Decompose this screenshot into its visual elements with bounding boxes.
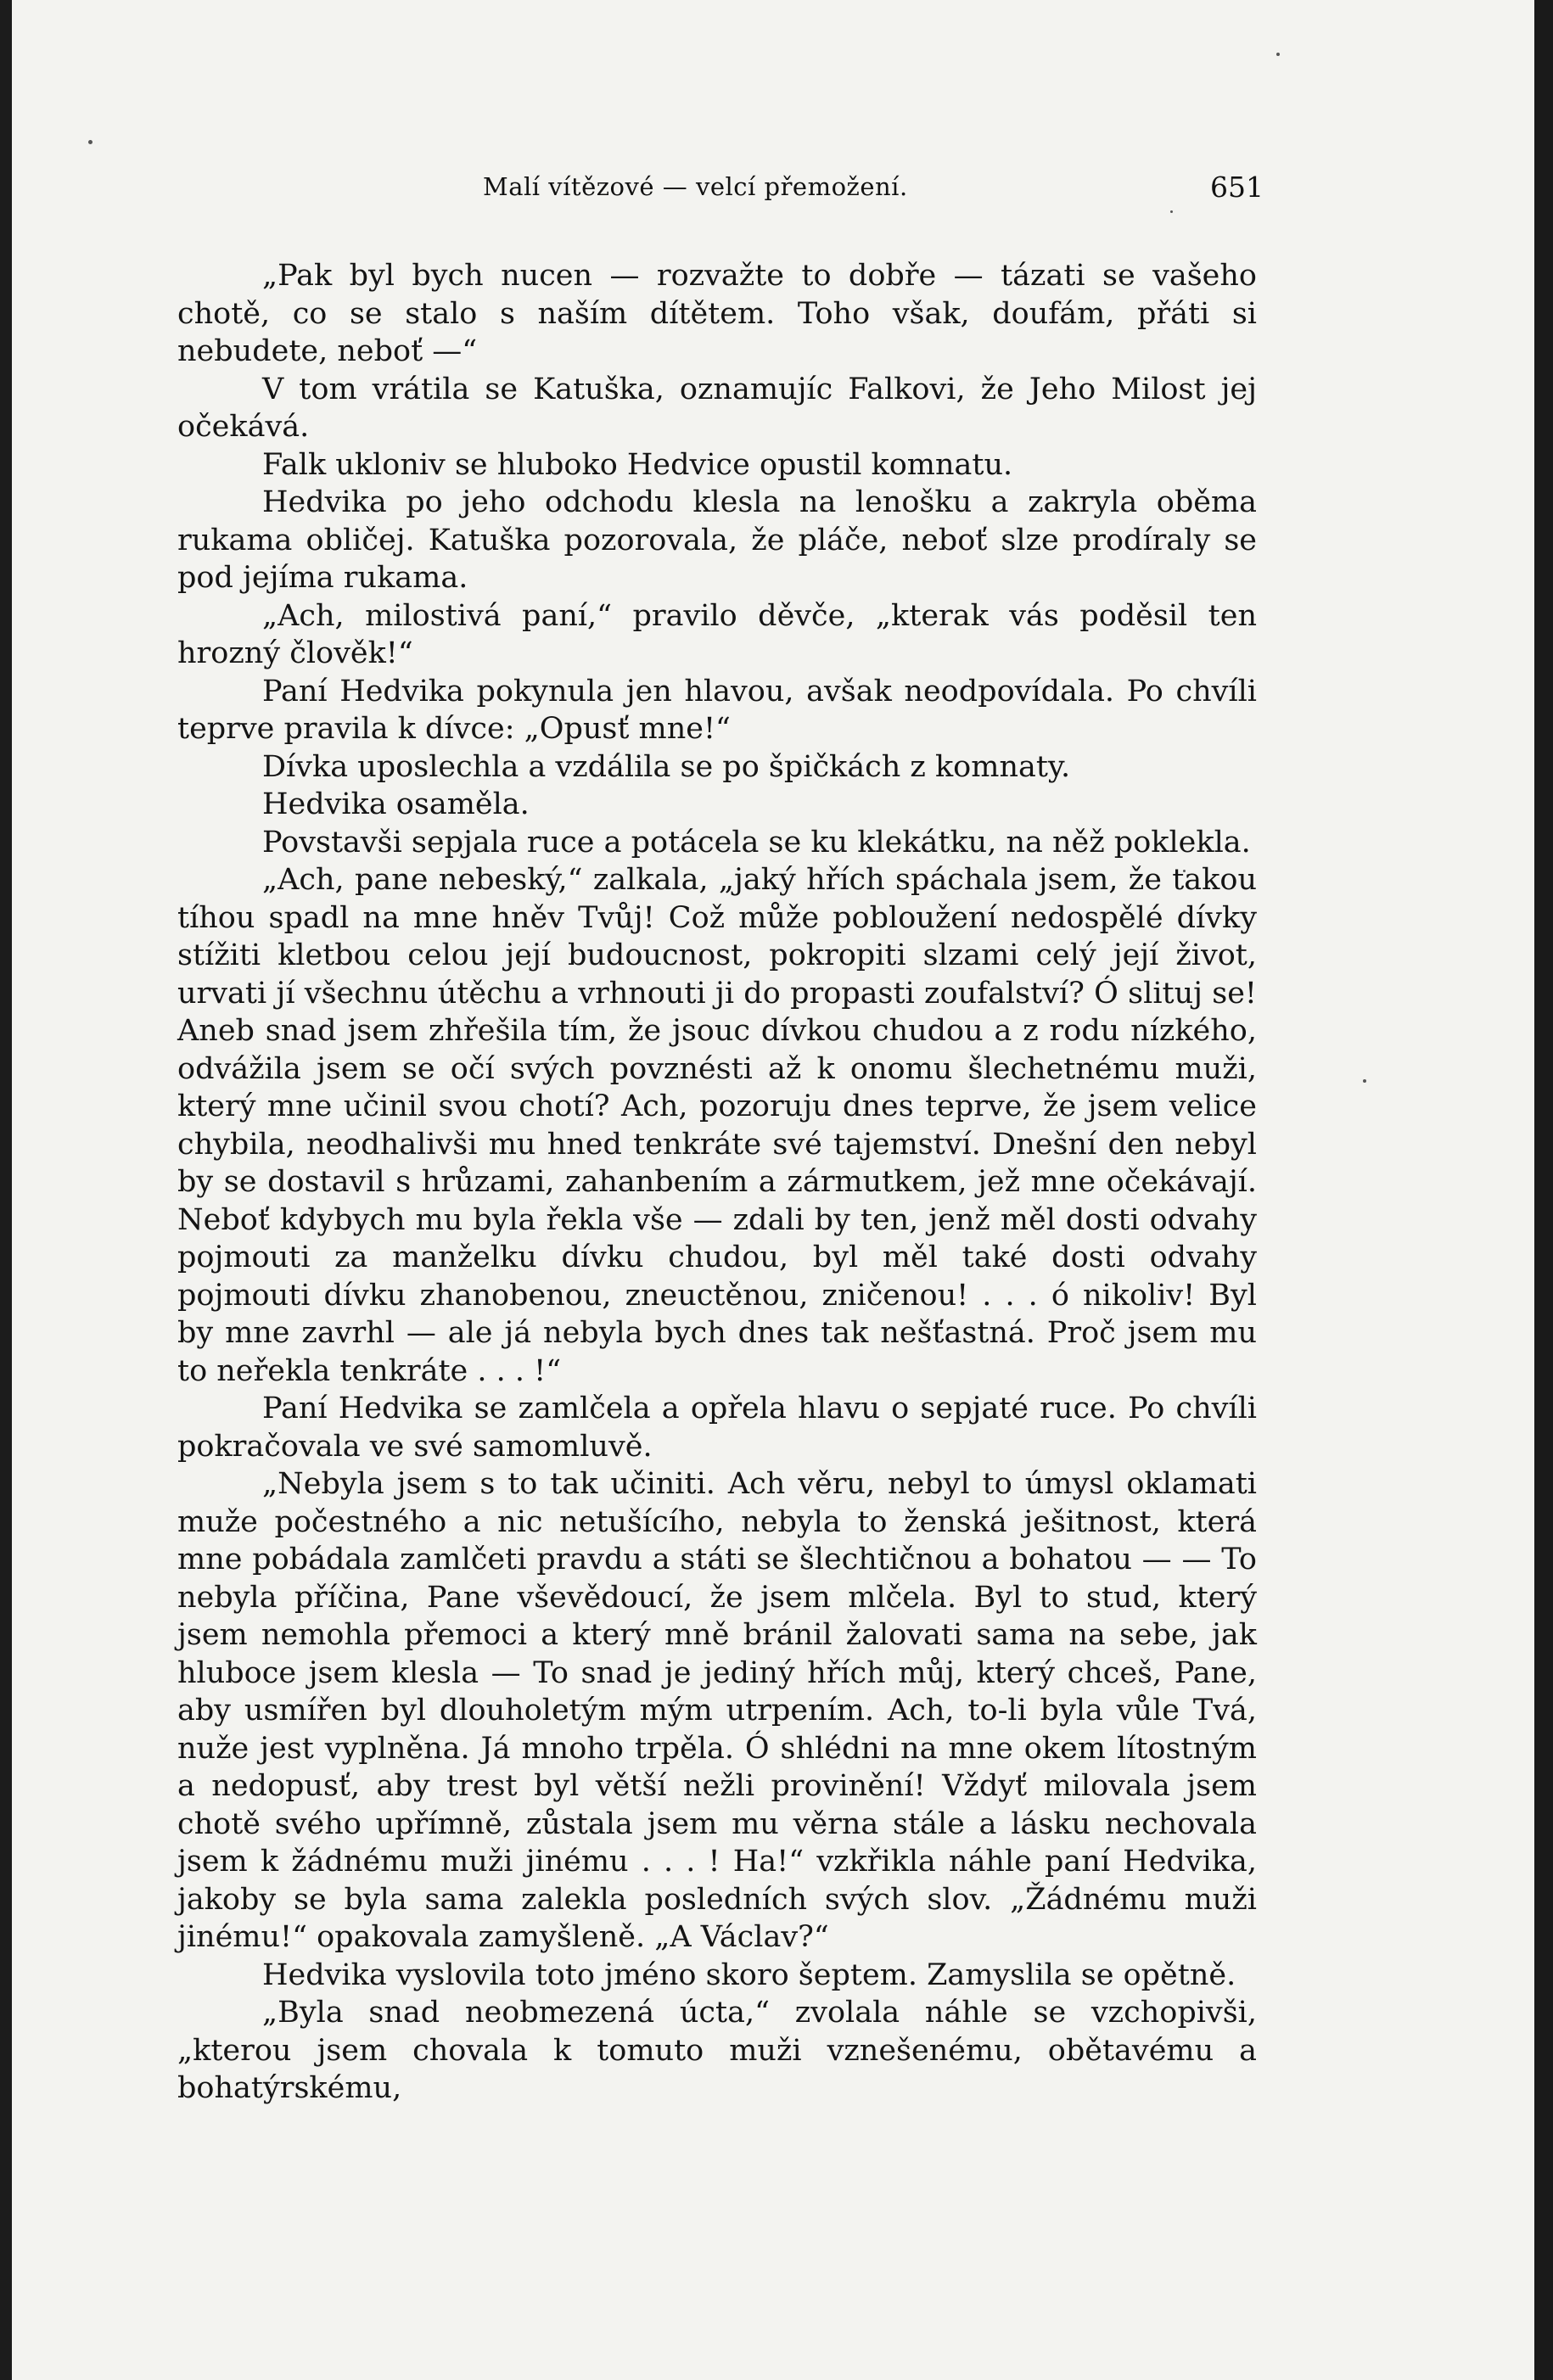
paragraph: „Pak byl bych nucen — rozvažte to dobře — tázati se vašeho chotě, co se stalo s naším dítětem. Toho však, doufám, přáti si nebudete, neboť —“: [177, 259, 1257, 368]
scan-speck: [1170, 210, 1173, 213]
paragraph: „Ach, milostivá paní,“ pravilo děvče, „kterak vás poděsil ten hrozný člověk!“: [177, 598, 1257, 670]
paragraph: Povstavši sepjala ruce a potácela se ku klekátku, na něž poklekla.: [262, 825, 1251, 860]
paragraph: „Ach, pane nebeský,“ zalkala, „jaký hřích spáchala jsem, že takou tíhou spadl na mne hněv Tvůj! Což může pobloužení nedospělé dívky stížiti kletbou celou její budoucnost, pokropiti slzami celý její život, urvati jí všechnu útěchu a vrhnouti ji do propasti zoufalství? Ó slituj se! Aneb snad jsem zhřešila tím, že jsouc dívkou chudou a z rodu nízkého, odvážila jsem se očí svých povznésti až k onomu šlechetnému muži, který mne učinil svou chotí? Ach, pozoruju dnes teprve, že jsem velice chybila, neodhalivši mu hned tenkráte své tajemství. Dnešní den nebyl by se dostavil s hrůzami, zahanbením a zármutkem, jež mne očekávají. Neboť kdybych mu byla řekla vše — zdali by ten, jenž měl dosti odvahy pojmouti za manželku dívku chudou, byl měl také dosti odvahy pojmouti dívku zhanobenou, zneuctěnou, zničenou! . . . ó nikoliv! Byl by mne zavrhl — ale já nebyla bych dnes tak nešťastná. Proč jsem mu to neřekla tenkráte . . . !“: [177, 863, 1257, 1388]
scan-right-edge: [1534, 0, 1553, 2380]
scan-left-edge: [0, 0, 12, 2380]
paragraph: V tom vrátila se Katuška, oznamujíc Falkovi, že Jeho Milost jej očekává.: [177, 372, 1257, 444]
paragraph: Hedvika po jeho odchodu klesla na lenošku a zakryla oběma rukama obličej. Katuška pozorovala, že pláče, neboť slze prodíraly se pod jejíma rukama.: [177, 485, 1257, 595]
scan-speck: [88, 140, 93, 144]
paragraph: Falk ukloniv se hluboko Hedvice opustil komnatu.: [262, 447, 1013, 482]
paragraph: Dívka uposlechla a vzdálila se po špičkách z komnaty.: [262, 749, 1071, 784]
scan-speck: [1276, 53, 1280, 56]
paragraph: Hedvika osaměla.: [262, 787, 530, 821]
body-text: [177, 257, 1257, 2108]
paragraph: „Nebyla jsem s to tak učiniti. Ach věru, nebyl to úmysl oklamati muže počestného a nic netušícího, nebyla to ženská ješitnost, která mne pobádala zamlčeti pravdu a státi se šlechtičnou a bohatou — — To nebyla příčina, Pane vševědoucí, že jsem mlčela. Byl to stud, který jsem nemohla přemoci a který mně bránil žalovati sama na sebe, jak hluboce jsem klesla — To snad je jediný hřích můj, který chceš, Pane, aby usmířen byl dlouholetým mým utrpením. Ach, to-li byla vůle Tvá, nuže jest vyplněna. Já mnoho trpěla. Ó shlédni na mne okem lítostným a nedopusť, aby trest byl větší nežli provinění! Vždyť milovala jsem chotě svého upřímně, zůstala jsem mu věrna stále a lásku nechovala jsem k žádnému muži jinému . . . ! Ha!“ vzkřikla náhle paní Hedvika, jakoby se byla sama zalekla posledních svých slov. „Žádnému muži jinému!“ opakovala zamyšleně. „A Václav?“: [177, 1467, 1257, 1954]
paragraph: Hedvika vyslovila toto jméno skoro šeptem. Zamyslila se opětně.: [262, 1957, 1236, 1992]
running-title: Malí vítězové — velcí přemožení.: [483, 172, 908, 201]
page-number: 651: [1210, 171, 1264, 204]
book-page: [12, 0, 1534, 2380]
paragraph: Paní Hedvika pokynula jen hlavou, avšak neodpovídala. Po chvíli teprve pravila k dívce: „Opusť mne!“: [177, 674, 1257, 746]
scan-speck: [1363, 1079, 1366, 1083]
paragraph: Paní Hedvika se zamlčela a opřela hlavu o sepjaté ruce. Po chvíli pokračovala ve své samomluvě.: [177, 1392, 1257, 1464]
paragraph: „Byla snad neobmezená úcta,“ zvolala náhle se vzchopivši, „kterou jsem chovala k tomuto muži vznešenému, obětavému a bohatýrskému,: [177, 1996, 1257, 2105]
